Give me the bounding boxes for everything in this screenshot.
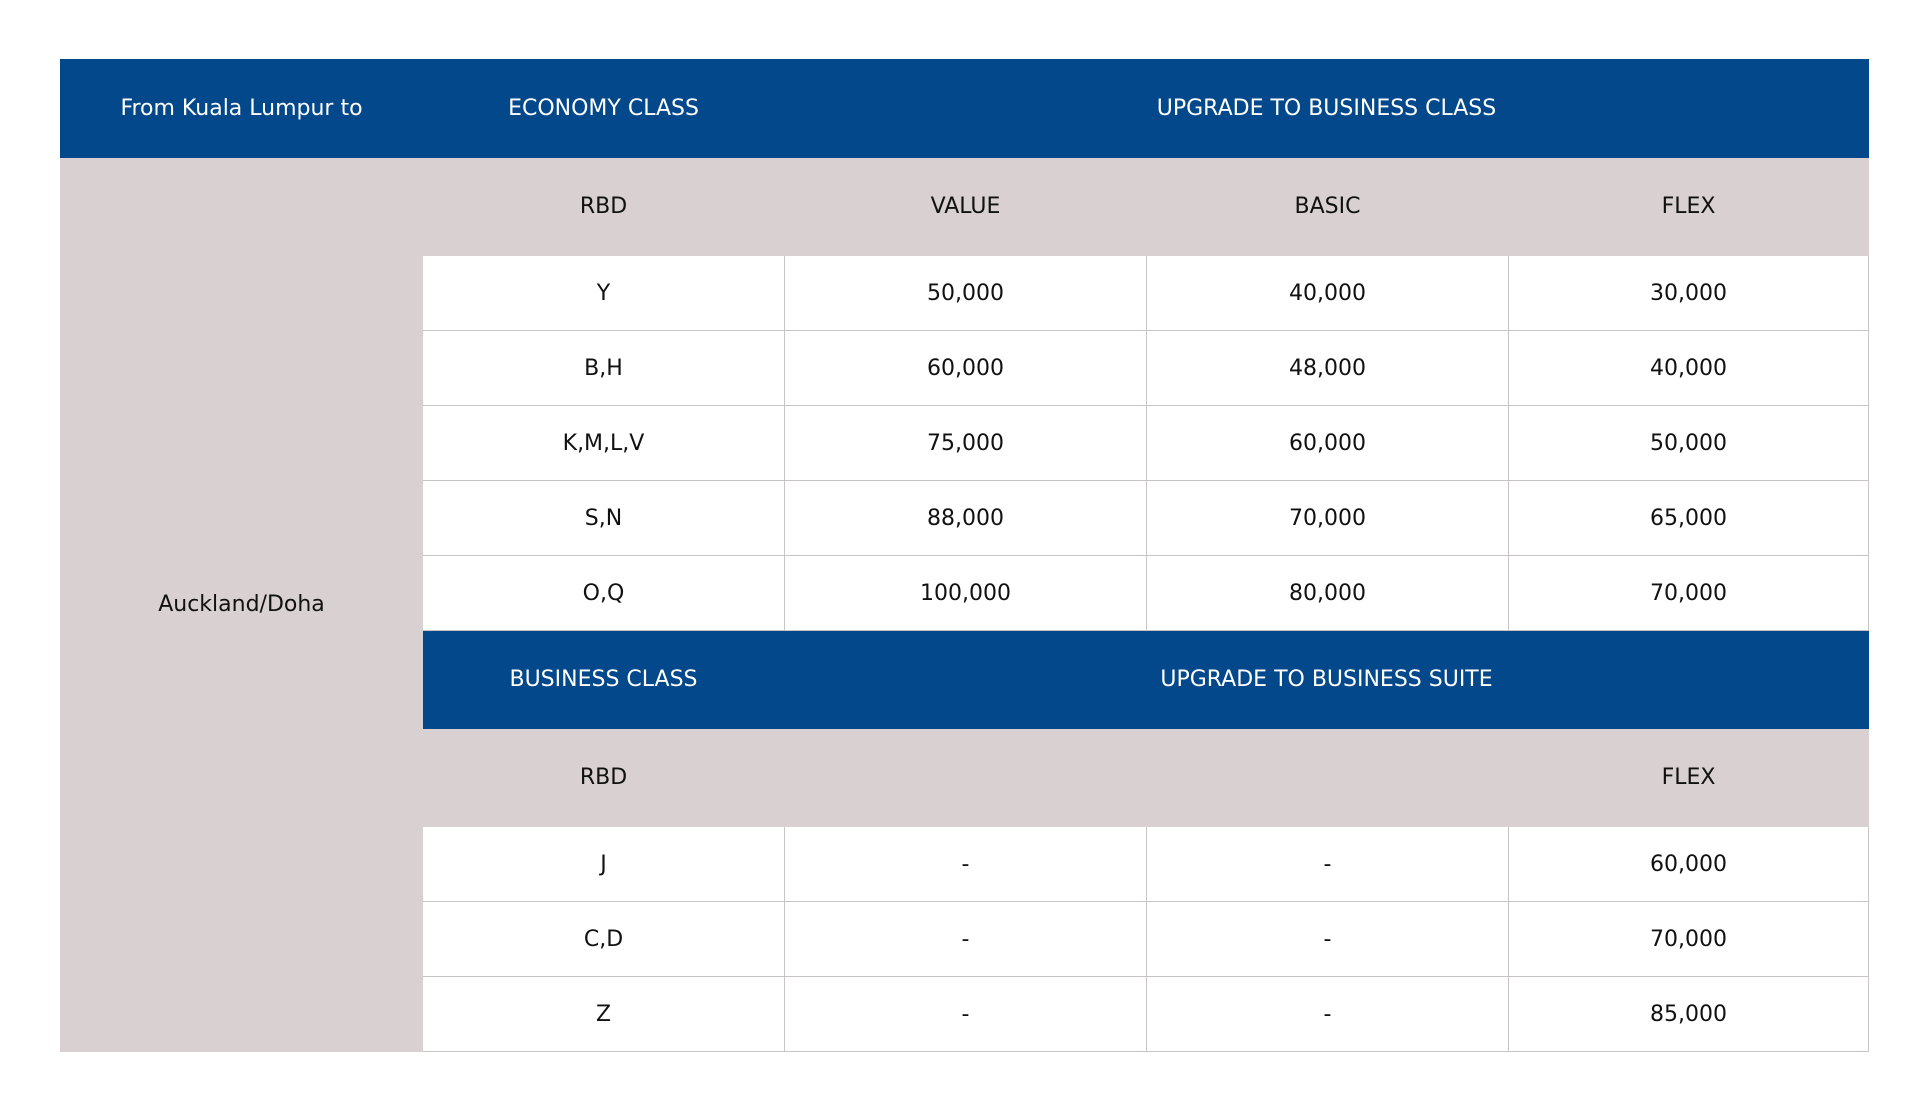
rbd-cell: K,M,L,V (423, 406, 785, 481)
basic-cell: 70,000 (1147, 481, 1509, 556)
business-col-rbd: RBD (423, 729, 785, 827)
flex-cell: 30,000 (1509, 256, 1869, 331)
economy-col-basic: BASIC (1147, 158, 1509, 256)
route-destination: Auckland/Doha (61, 158, 423, 1052)
upgrade-business-class-header: UPGRADE TO BUSINESS CLASS (785, 60, 1869, 158)
value-cell: - (785, 827, 1147, 902)
economy-col-rbd: RBD (423, 158, 785, 256)
flex-cell: 60,000 (1509, 827, 1869, 902)
flex-cell: 70,000 (1509, 902, 1869, 977)
rbd-cell: Z (423, 977, 785, 1052)
basic-cell: - (1147, 827, 1509, 902)
economy-col-flex: FLEX (1509, 158, 1869, 256)
value-cell: 75,000 (785, 406, 1147, 481)
basic-cell: 60,000 (1147, 406, 1509, 481)
flex-cell: 70,000 (1509, 556, 1869, 631)
upgrade-award-table (60, 59, 1869, 1052)
main-header-row (61, 60, 1869, 158)
basic-cell: 40,000 (1147, 256, 1509, 331)
flex-cell: 50,000 (1509, 406, 1869, 481)
business-class-header: BUSINESS CLASS (423, 631, 785, 729)
economy-subheader-row (61, 158, 1869, 256)
rbd-cell: B,H (423, 331, 785, 406)
basic-cell: - (1147, 977, 1509, 1052)
value-cell: 60,000 (785, 331, 1147, 406)
economy-class-header: ECONOMY CLASS (423, 60, 785, 158)
basic-cell: 48,000 (1147, 331, 1509, 406)
value-cell: 100,000 (785, 556, 1147, 631)
flex-cell: 65,000 (1509, 481, 1869, 556)
rbd-cell: O,Q (423, 556, 785, 631)
flex-cell: 85,000 (1509, 977, 1869, 1052)
value-cell: 88,000 (785, 481, 1147, 556)
basic-cell: 80,000 (1147, 556, 1509, 631)
upgrade-business-suite-header: UPGRADE TO BUSINESS SUITE (785, 631, 1869, 729)
business-col-empty-2 (1147, 729, 1509, 827)
rbd-cell: S,N (423, 481, 785, 556)
business-col-empty-1 (785, 729, 1147, 827)
value-cell: - (785, 902, 1147, 977)
upgrade-award-table-container (60, 59, 1869, 1052)
basic-cell: - (1147, 902, 1509, 977)
rbd-cell: Y (423, 256, 785, 331)
economy-col-value: VALUE (785, 158, 1147, 256)
value-cell: 50,000 (785, 256, 1147, 331)
rbd-cell: C,D (423, 902, 785, 977)
flex-cell: 40,000 (1509, 331, 1869, 406)
value-cell: - (785, 977, 1147, 1052)
from-origin-header: From Kuala Lumpur to (61, 60, 423, 158)
business-col-flex: FLEX (1509, 729, 1869, 827)
rbd-cell: J (423, 827, 785, 902)
